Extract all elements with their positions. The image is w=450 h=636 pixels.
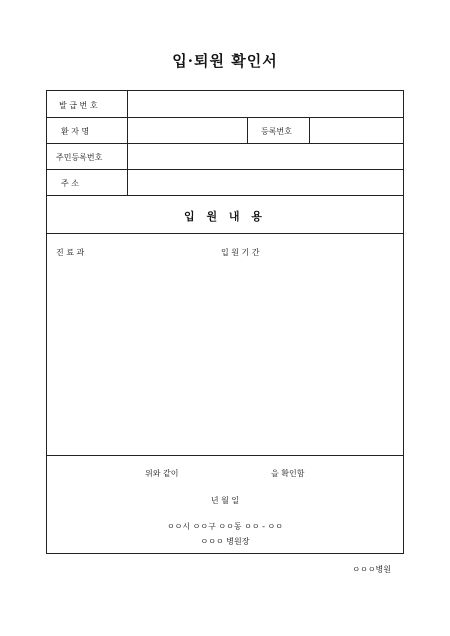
row-divider	[47, 117, 403, 118]
resident-number-label: 주민등록번호	[56, 153, 103, 162]
footer-hospital-name: ㅇㅇㅇ병원	[352, 565, 391, 574]
registration-value-divider	[309, 117, 310, 143]
issue-number-label: 발 급 번 호	[59, 101, 98, 110]
address-label: 주 소	[61, 179, 79, 188]
hospital-address: ㅇㅇ시 ㅇㅇ구 ㅇㅇ동 ㅇㅇ - ㅇㅇ	[166, 522, 284, 531]
admission-confirmation-form	[46, 90, 404, 554]
confirmation-text-right: 을 확인함	[271, 469, 305, 478]
section-divider	[47, 455, 403, 456]
patient-name-label: 환 자 명	[61, 127, 90, 136]
page-title: 입·퇴원 확인서	[172, 52, 278, 70]
row-divider	[47, 195, 403, 196]
hospital-head: ㅇㅇㅇ 병원장	[200, 537, 250, 546]
department-label: 진 료 과	[56, 248, 85, 257]
row-divider	[47, 169, 403, 170]
row-divider	[47, 143, 403, 144]
admission-content-title: 입 원 내 용	[184, 210, 266, 223]
confirmation-text-left: 위와 같이	[145, 469, 179, 478]
admission-period-label: 입 원 기 간	[221, 248, 260, 257]
section-divider	[47, 233, 403, 234]
label-column-divider	[127, 91, 128, 195]
registration-number-label: 등록번호	[261, 127, 292, 136]
registration-label-divider	[247, 117, 248, 143]
date-line: 년 월 일	[210, 496, 240, 505]
